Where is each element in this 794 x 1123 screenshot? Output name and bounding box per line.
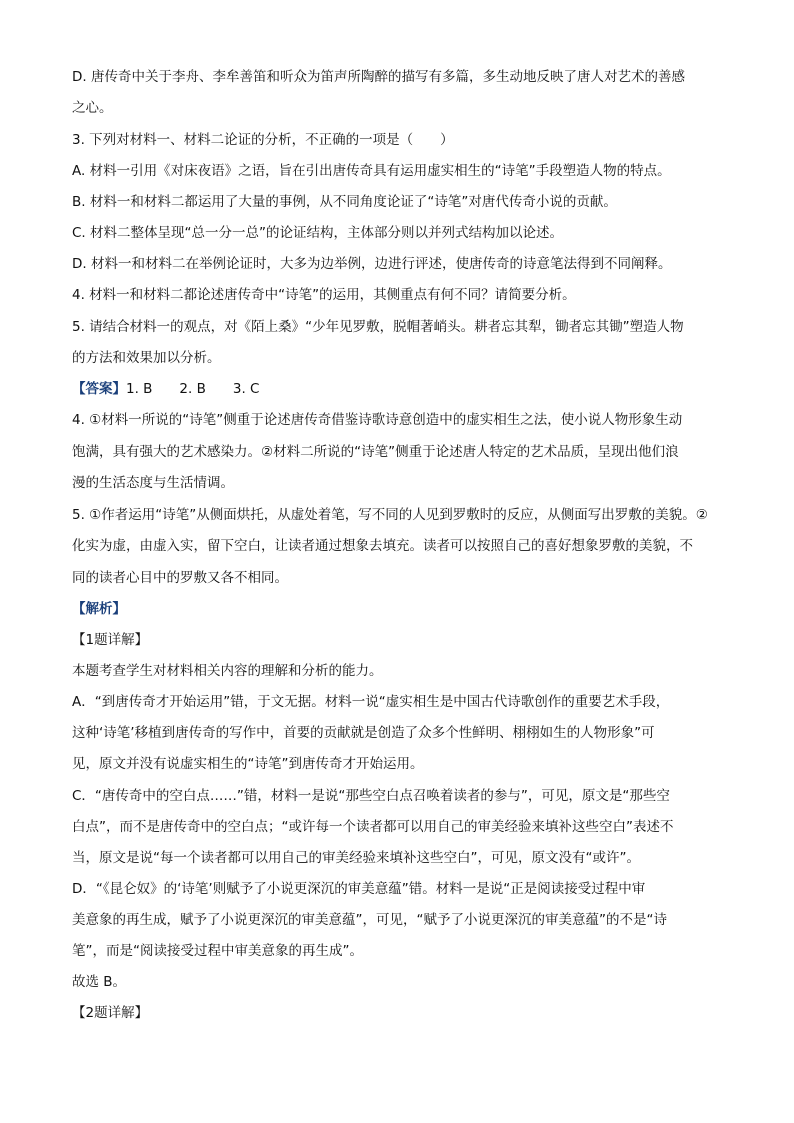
text-line: 之心。 xyxy=(72,100,113,116)
detail-text-line: 这种‘诗笔’移植到唐传奇的写作中，首要的贡献就是创造了众多个性鲜明、栩栩如生的人物形象”可 xyxy=(72,725,655,741)
answer-text-line: 4. ①材料一所说的“诗笔”侧重于论述唐传奇借鉴诗歌诗意创造中的虚实相生之法，使小说人物形象生动 xyxy=(72,412,683,428)
q2-detail-label: 【2题详解】 xyxy=(72,1005,149,1021)
answer-text-line: 5. ①作者运用“诗笔”从侧面烘托，从虚处着笔，写不同的人见到罗敷时的反应，从侧面写出罗敷的美貌。② xyxy=(72,507,708,523)
analysis-label: 【解析】 xyxy=(72,601,126,617)
text-line: 的方法和效果加以分析。 xyxy=(72,350,221,366)
option-a: A. 材料一引用《对床夜语》之语，旨在引出唐传奇具有运用虚实相生的“诗笔”手段塑造人物的特点。 xyxy=(72,163,671,179)
detail-text-line: 美意象的再生成，赋予了小说更深沉的审美意蕴”，可见，“赋予了小说更深沉的审美意蕴”的不是“诗 xyxy=(72,912,667,928)
detail-text-line: 笔”，而是“阅读接受过程中审美意象的再生成”。 xyxy=(72,943,363,959)
answer-line xyxy=(72,380,762,398)
detail-text-line: C．“唐传奇中的空白点……”错，材料一是说“那些空白点召唤着读者的参与”，可见，原文是“那些空 xyxy=(72,788,670,804)
option-b: B. 材料一和材料二都运用了大量的事例，从不同角度论证了“诗笔”对唐代传奇小说的贡献。 xyxy=(72,194,617,210)
answer-text-line: 同的读者心目中的罗敷又各不相同。 xyxy=(72,570,288,586)
answer-choices: 1. B 2. B 3. C xyxy=(126,381,260,397)
answer-label: 【答案】 xyxy=(72,381,126,397)
question-4: 4. 材料一和材料二都论述唐传奇中“诗笔”的运用，其侧重点有何不同？请简要分析。 xyxy=(72,287,576,303)
detail-text-line: 本题考查学生对材料相关内容的理解和分析的能力。 xyxy=(72,663,383,679)
answer-text-line: 化实为虚，由虚入实，留下空白，让读者通过想象去填充。读者可以按照自己的喜好想象罗敷的美貌，不 xyxy=(72,538,693,554)
detail-text-line: D．“《昆仑奴》的‘诗笔’则赋予了小说更深沉的审美意蕴”错。材料一是说“正是阅读接受过程中审 xyxy=(72,881,646,897)
q1-detail-label: 【1题详解】 xyxy=(72,632,149,648)
detail-text-line: 当，原文是说“每一个读者都可以用自己的审美经验来填补这些空白”，可见，原文没有“或许”。 xyxy=(72,850,640,866)
text-line: D. 唐传奇中关于李舟、李牟善笛和听众为笛声所陶醉的描写有多篇，多生动地反映了唐人对艺术的善感 xyxy=(72,69,685,85)
option-c: C. 材料二整体呈现“总一分一总”的论证结构，主体部分则以并列式结构加以论述。 xyxy=(72,225,563,241)
detail-text-line: A．“到唐传奇才开始运用”错，于文无据。材料一说“虚实相生是中国古代诗歌创作的重要艺术手段， xyxy=(72,694,670,710)
question-5: 5. 请结合材料一的观点，对《陌上桑》“少年见罗敷，脱帽著峭头。耕者忘其犁，锄者忘其锄”塑造人物 xyxy=(72,319,684,335)
detail-text-line: 故选 B。 xyxy=(72,974,127,990)
answer-text-line: 漫的生活态度与生活情调。 xyxy=(72,475,234,491)
question-3: 3. 下列对材料一、材料二论证的分析，不正确的一项是（ ） xyxy=(72,132,454,148)
detail-text-line: 白点”，而不是唐传奇中的空白点；“或许每一个读者都可以用自己的审美经验来填补这些空白”表述不 xyxy=(72,819,674,835)
detail-text-line: 见，原文并没有说虚实相生的“诗笔”到唐传奇才开始运用。 xyxy=(72,756,424,772)
answer-text-line: 饱满，具有强大的艺术感染力。②材料二所说的“诗笔”侧重于论述唐人特定的艺术品质，呈现出他们浪 xyxy=(72,444,679,460)
option-d: D. 材料一和材料二在举例论证时，大多为边举例，边进行评述，使唐传奇的诗意笔法得到不同阐释。 xyxy=(72,256,672,272)
